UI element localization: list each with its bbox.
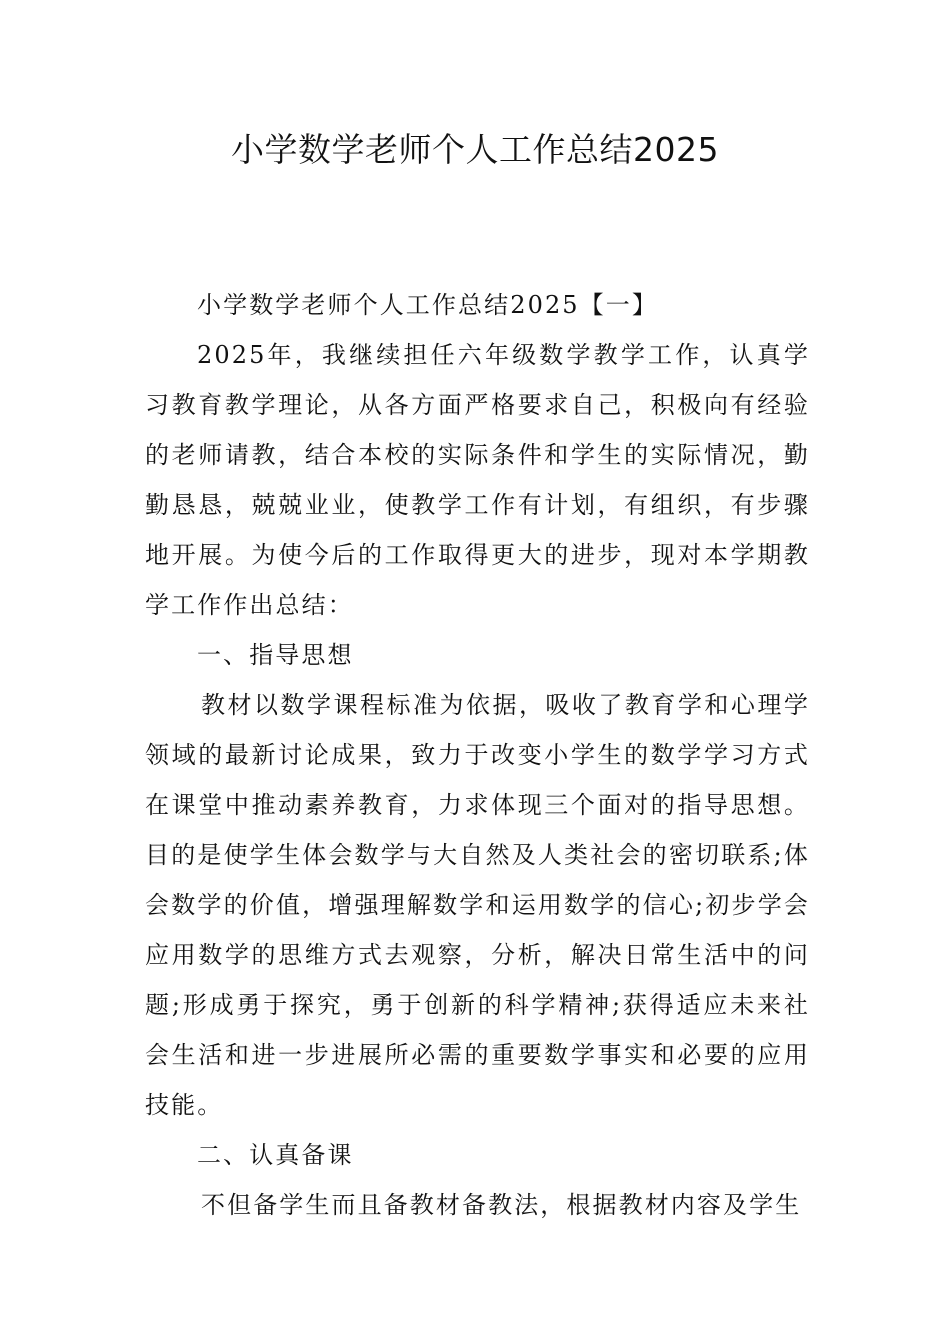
heading-guiding-ideology: 一、指导思想 bbox=[197, 641, 354, 669]
document-title: 小学数学老师个人工作总结2025 bbox=[231, 130, 719, 169]
section-title: 小学数学老师个人工作总结2025【一】 bbox=[197, 291, 658, 319]
document-body bbox=[145, 280, 810, 1230]
paragraph-intro: 2025年，我继续担任六年级数学教学工作，认真学习教育教学理论，从各方面严格要求自己，积极向有经验的老师请教，结合本校的实际条件和学生的实际情况，勤勤恳恳，兢兢业业，使教学工作有计划，有组织，有步骤地开展。为使今后的工作取得更大的进步，现对本学期教学工作作出总结： bbox=[145, 341, 810, 619]
heading-lesson-prep: 二、认真备课 bbox=[197, 1141, 354, 1169]
paragraph-guiding-ideology: 教材以数学课程标准为依据，吸收了教育学和心理学领域的最新讨论成果，致力于改变小学生的数学学习方式在课堂中推动素养教育，力求体现三个面对的指导思想。目的是使学生体会数学与大自然及人类社会的密切联系;体会数学的价值，增强理解数学和运用数学的信心;初步学会应用数学的思维方式去观察，分析，解决日常生活中的问题;形成勇于探究，勇于创新的科学精神;获得适应未来社会生活和进一步进展所必需的重要数学事实和必要的应用技能。 bbox=[145, 691, 810, 1119]
paragraph-lesson-prep: 不但备学生而且备教材备教法，根据教材内容及学生 bbox=[201, 1191, 802, 1219]
